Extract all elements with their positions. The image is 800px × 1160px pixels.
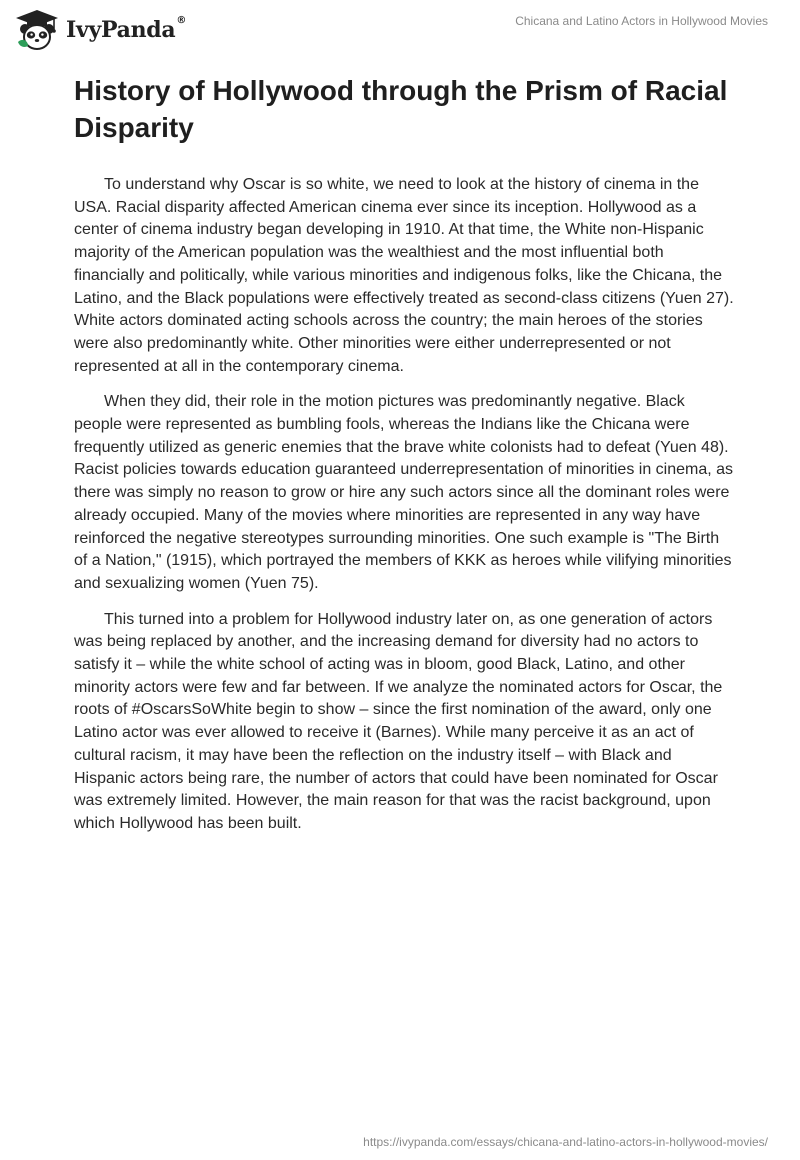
paragraph-1: To understand why Oscar is so white, we need to look at the history of cinema in the USA. Racial disparity affected American cinema ever since its inception. Hollywood as a center of cinema industry began developing in 1910. At that time, the White non-Hispanic majority of the American population was the wealthiest and the most influential both financially and politically, while various minorities and indigenous folks, like the Chicana, the Latino, and the Black populations were effectively treated as second-class citizens (Yuen 27). White actors dominated acting schools across the country; the main heroes of the stories were also predominantly white. Other minorities were either underrepresented or not represented at all in the contemporary cinema. bbox=[74, 176, 734, 375]
panda-graduate-icon bbox=[14, 8, 60, 52]
logo-text: IvyPanda bbox=[66, 17, 176, 43]
document-title: Chicana and Latino Actors in Hollywood Movies bbox=[515, 14, 768, 28]
article-heading: History of Hollywood through the Prism of Racial Disparity bbox=[74, 75, 728, 143]
article-paragraphs bbox=[74, 174, 734, 836]
paragraph-2: When they did, their role in the motion pictures was predominantly negative. Black people were represented as bumbling fools, whereas the Indians like the Chicana were frequently utilized as generic enemies that the brave white colonists had to defeat (Yuen 48). Racist policies towards education guaranteed underrepresentation of minorities in cinema, as there was simply no reason to grow or hire any such actors since all the dominant roles were already occupied. Many of the movies where minorities are represented in any way have reinforced the negative stereotypes surrounding minorities. One such example is "The Birth of a Nation," (1915), which portrayed the members of KKK as heroes while vilifying minorities and sexualizing women (Yuen 75). bbox=[74, 393, 734, 592]
ivypanda-logo[interactable] bbox=[14, 8, 186, 52]
registered-mark: ® bbox=[176, 15, 187, 26]
article-body bbox=[74, 72, 734, 849]
page-header bbox=[0, 0, 800, 60]
paragraph-3: This turned into a problem for Hollywood industry later on, as one generation of actors was being replaced by another, and the increasing demand for diversity had no actors to satisfy it – while the white school of acting was in bloom, good Black, Latino, and other minority actors were few and far between. If we analyze the nominated actors for Oscar, the roots of #OscarsSoWhite begin to show – since the first nomination of the award, only one Latino actor was ever allowed to receive it (Barnes). While many perceive it as an act of cultural racism, it may have been the reflection on the industry itself – with Black and Hispanic actors being rare, the number of actors that could have been nominated for Oscar was extremely limited. However, the main reason for that was the racist background, upon which Hollywood has been built. bbox=[74, 610, 723, 832]
source-url[interactable]: https://ivypanda.com/essays/chicana-and-latino-actors-in-hollywood-movies/ bbox=[363, 1135, 768, 1149]
logo-wordmark bbox=[66, 17, 186, 43]
